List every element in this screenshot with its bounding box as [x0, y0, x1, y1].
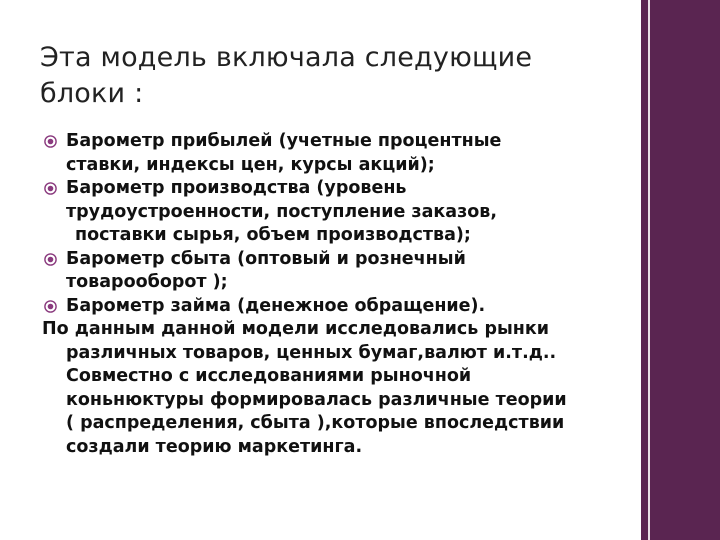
bullet-item-profit: [42, 130, 632, 177]
slide-body: [42, 130, 632, 459]
bullet-line: Барометр производства (уровень: [66, 178, 407, 198]
target-bullet-icon: [44, 300, 57, 313]
bullet-line: Барометр сбыта (оптовый и рознечный: [66, 248, 466, 269]
paragraph-line: коньнюктуры формировалась различные теории: [66, 389, 567, 410]
target-bullet-icon: [44, 253, 57, 266]
slide-title: [40, 40, 620, 112]
bullet-item-production: [42, 177, 632, 248]
paragraph-line: создали теорию маркетинга.: [66, 436, 363, 457]
bullet-item-loan: [42, 295, 632, 319]
bullet-item-sales: [42, 248, 632, 295]
paragraph-line: Совместно с исследованиями рыночной: [66, 366, 472, 386]
bullet-line: Барометр займа (денежное обращение).: [66, 295, 486, 316]
bullet-line: поставки сырья, объем производства);: [75, 225, 471, 245]
bullet-line: Барометр прибылей (учетные процентные: [66, 131, 502, 151]
summary-paragraph: [42, 318, 632, 459]
slide-title-line-1: Эта модель включала следующие: [40, 42, 533, 73]
paragraph-line: ( распределения, сбыта ),которые впоследствии: [66, 413, 565, 433]
slide-title-line-2: блоки :: [40, 78, 144, 109]
bullet-line: трудоустроенности, поступление заказов,: [66, 201, 498, 222]
target-bullet-icon: [44, 182, 57, 195]
bullet-line: товарооборот );: [66, 272, 228, 292]
paragraph-line: различных товаров, ценных бумаг,валют и.т.д..: [66, 342, 557, 363]
accent-side-bar: [641, 0, 720, 540]
bullet-line: ставки, индексы цен, курсы акций);: [66, 154, 435, 175]
accent-side-bar-divider: [648, 0, 650, 540]
target-bullet-icon: [44, 135, 57, 148]
paragraph-line: По данным данной модели исследовались рынки: [42, 319, 550, 339]
